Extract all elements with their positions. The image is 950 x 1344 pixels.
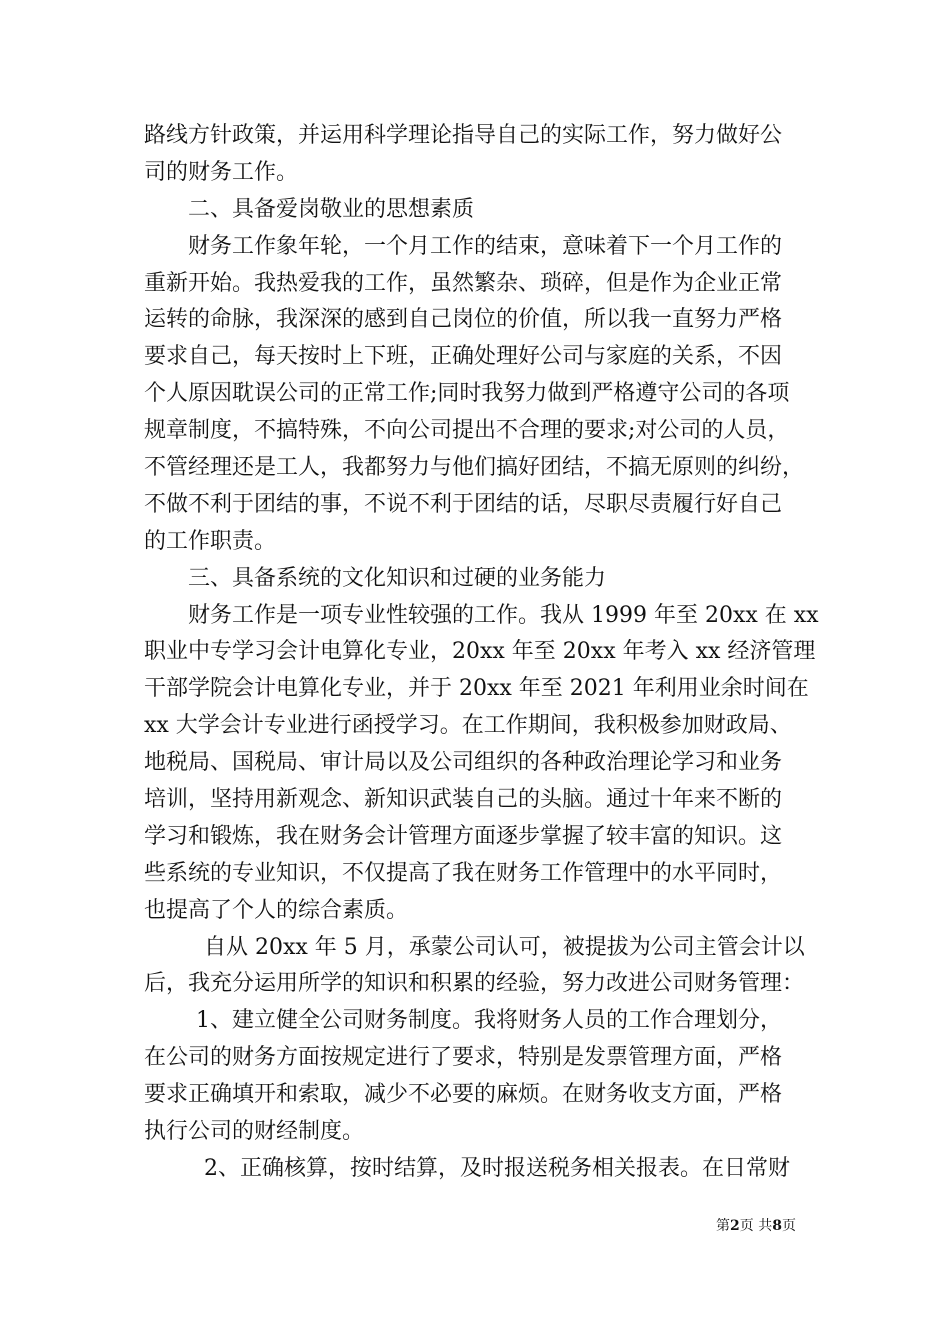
text-line: 规章制度，不搞特殊，不向公司提出不合理的要求;对公司的人员， bbox=[144, 418, 790, 444]
text-line: 个人原因耽误公司的正常工作;同时我努力做到严格遵守公司的各项 bbox=[144, 381, 790, 407]
section-heading: 三、具备系统的文化知识和过硬的业务能力 bbox=[188, 565, 607, 591]
footer-middle: 页 共 bbox=[739, 1218, 773, 1234]
text-line: 不管经理还是工人，我都努力与他们搞好团结，不搞无原则的纠纷， bbox=[144, 455, 805, 481]
text-line: 干部学院会计电算化专业，并于 20xx 年至 2021 年利用业余时间在 bbox=[144, 676, 809, 702]
current-page-number: 2 bbox=[730, 1218, 740, 1234]
document-body bbox=[144, 118, 819, 1188]
footer-suffix: 页 bbox=[781, 1218, 796, 1234]
text-line: 要求正确填开和索取，减少不必要的麻烦。在财务收支方面，严格 bbox=[144, 1082, 783, 1108]
text-line: 培训，坚持用新观念、新知识武装自己的头脑。通过十年来不断的 bbox=[144, 787, 783, 813]
text-line: 的工作职责。 bbox=[144, 528, 277, 554]
text-line: 在公司的财务方面按规定进行了要求，特别是发票管理方面，严格 bbox=[144, 1045, 783, 1071]
list-item: 2、正确核算，按时结算，及时报送税务相关报表。在日常财 bbox=[204, 1155, 790, 1181]
text-line: 些系统的专业知识，不仅提高了我在财务工作管理中的水平同时， bbox=[144, 860, 783, 886]
section-heading: 二、具备爱岗敬业的思想素质 bbox=[188, 196, 475, 222]
text-line: 司的财务工作。 bbox=[144, 159, 299, 185]
total-pages-number: 8 bbox=[772, 1218, 782, 1234]
page-number-footer bbox=[716, 1216, 796, 1236]
text-line: 财务工作象年轮，一个月工作的结束，意味着下一个月工作的 bbox=[188, 233, 783, 259]
footer-prefix: 第 bbox=[716, 1218, 730, 1234]
text-line: 重新开始。我热爱我的工作，虽然繁杂、琐碎，但是作为企业正常 bbox=[144, 270, 783, 296]
text-line: 不做不利于团结的事，不说不利于团结的话，尽职尽责履行好自己 bbox=[144, 491, 783, 517]
text-line: 职业中专学习会计电算化专业，20xx 年至 20xx 年考入 xx 经济管理 bbox=[144, 639, 816, 665]
text-line: 执行公司的财经制度。 bbox=[144, 1119, 365, 1145]
text-line: 后，我充分运用所学的知识和积累的经验，努力改进公司财务管理： bbox=[144, 971, 805, 997]
text-line: 运转的命脉，我深深的感到自己岗位的价值，所以我一直努力严格 bbox=[144, 307, 783, 333]
text-line: xx 大学会计专业进行函授学习。在工作期间，我积极参加财政局、 bbox=[144, 713, 792, 739]
text-line: 财务工作是一项专业性较强的工作。我从 1999 年至 20xx 在 xx bbox=[188, 602, 819, 628]
list-item: 1、建立健全公司财务制度。我将财务人员的工作合理划分， bbox=[196, 1008, 782, 1034]
text-line: 地税局、国税局、审计局以及公司组织的各种政治理论学习和业务 bbox=[144, 750, 783, 776]
text-line: 学习和锻炼，我在财务会计管理方面逐步掌握了较丰富的知识。这 bbox=[144, 823, 783, 849]
text-line: 要求自己，每天按时上下班，正确处理好公司与家庭的关系，不因 bbox=[144, 344, 783, 370]
text-line: 自从 20xx 年 5 月，承蒙公司认可，被提拔为公司主管会计以 bbox=[204, 934, 805, 960]
text-line: 路线方针政策，并运用科学理论指导自己的实际工作，努力做好公 bbox=[144, 123, 783, 148]
text-line: 也提高了个人的综合素质。 bbox=[144, 897, 409, 923]
